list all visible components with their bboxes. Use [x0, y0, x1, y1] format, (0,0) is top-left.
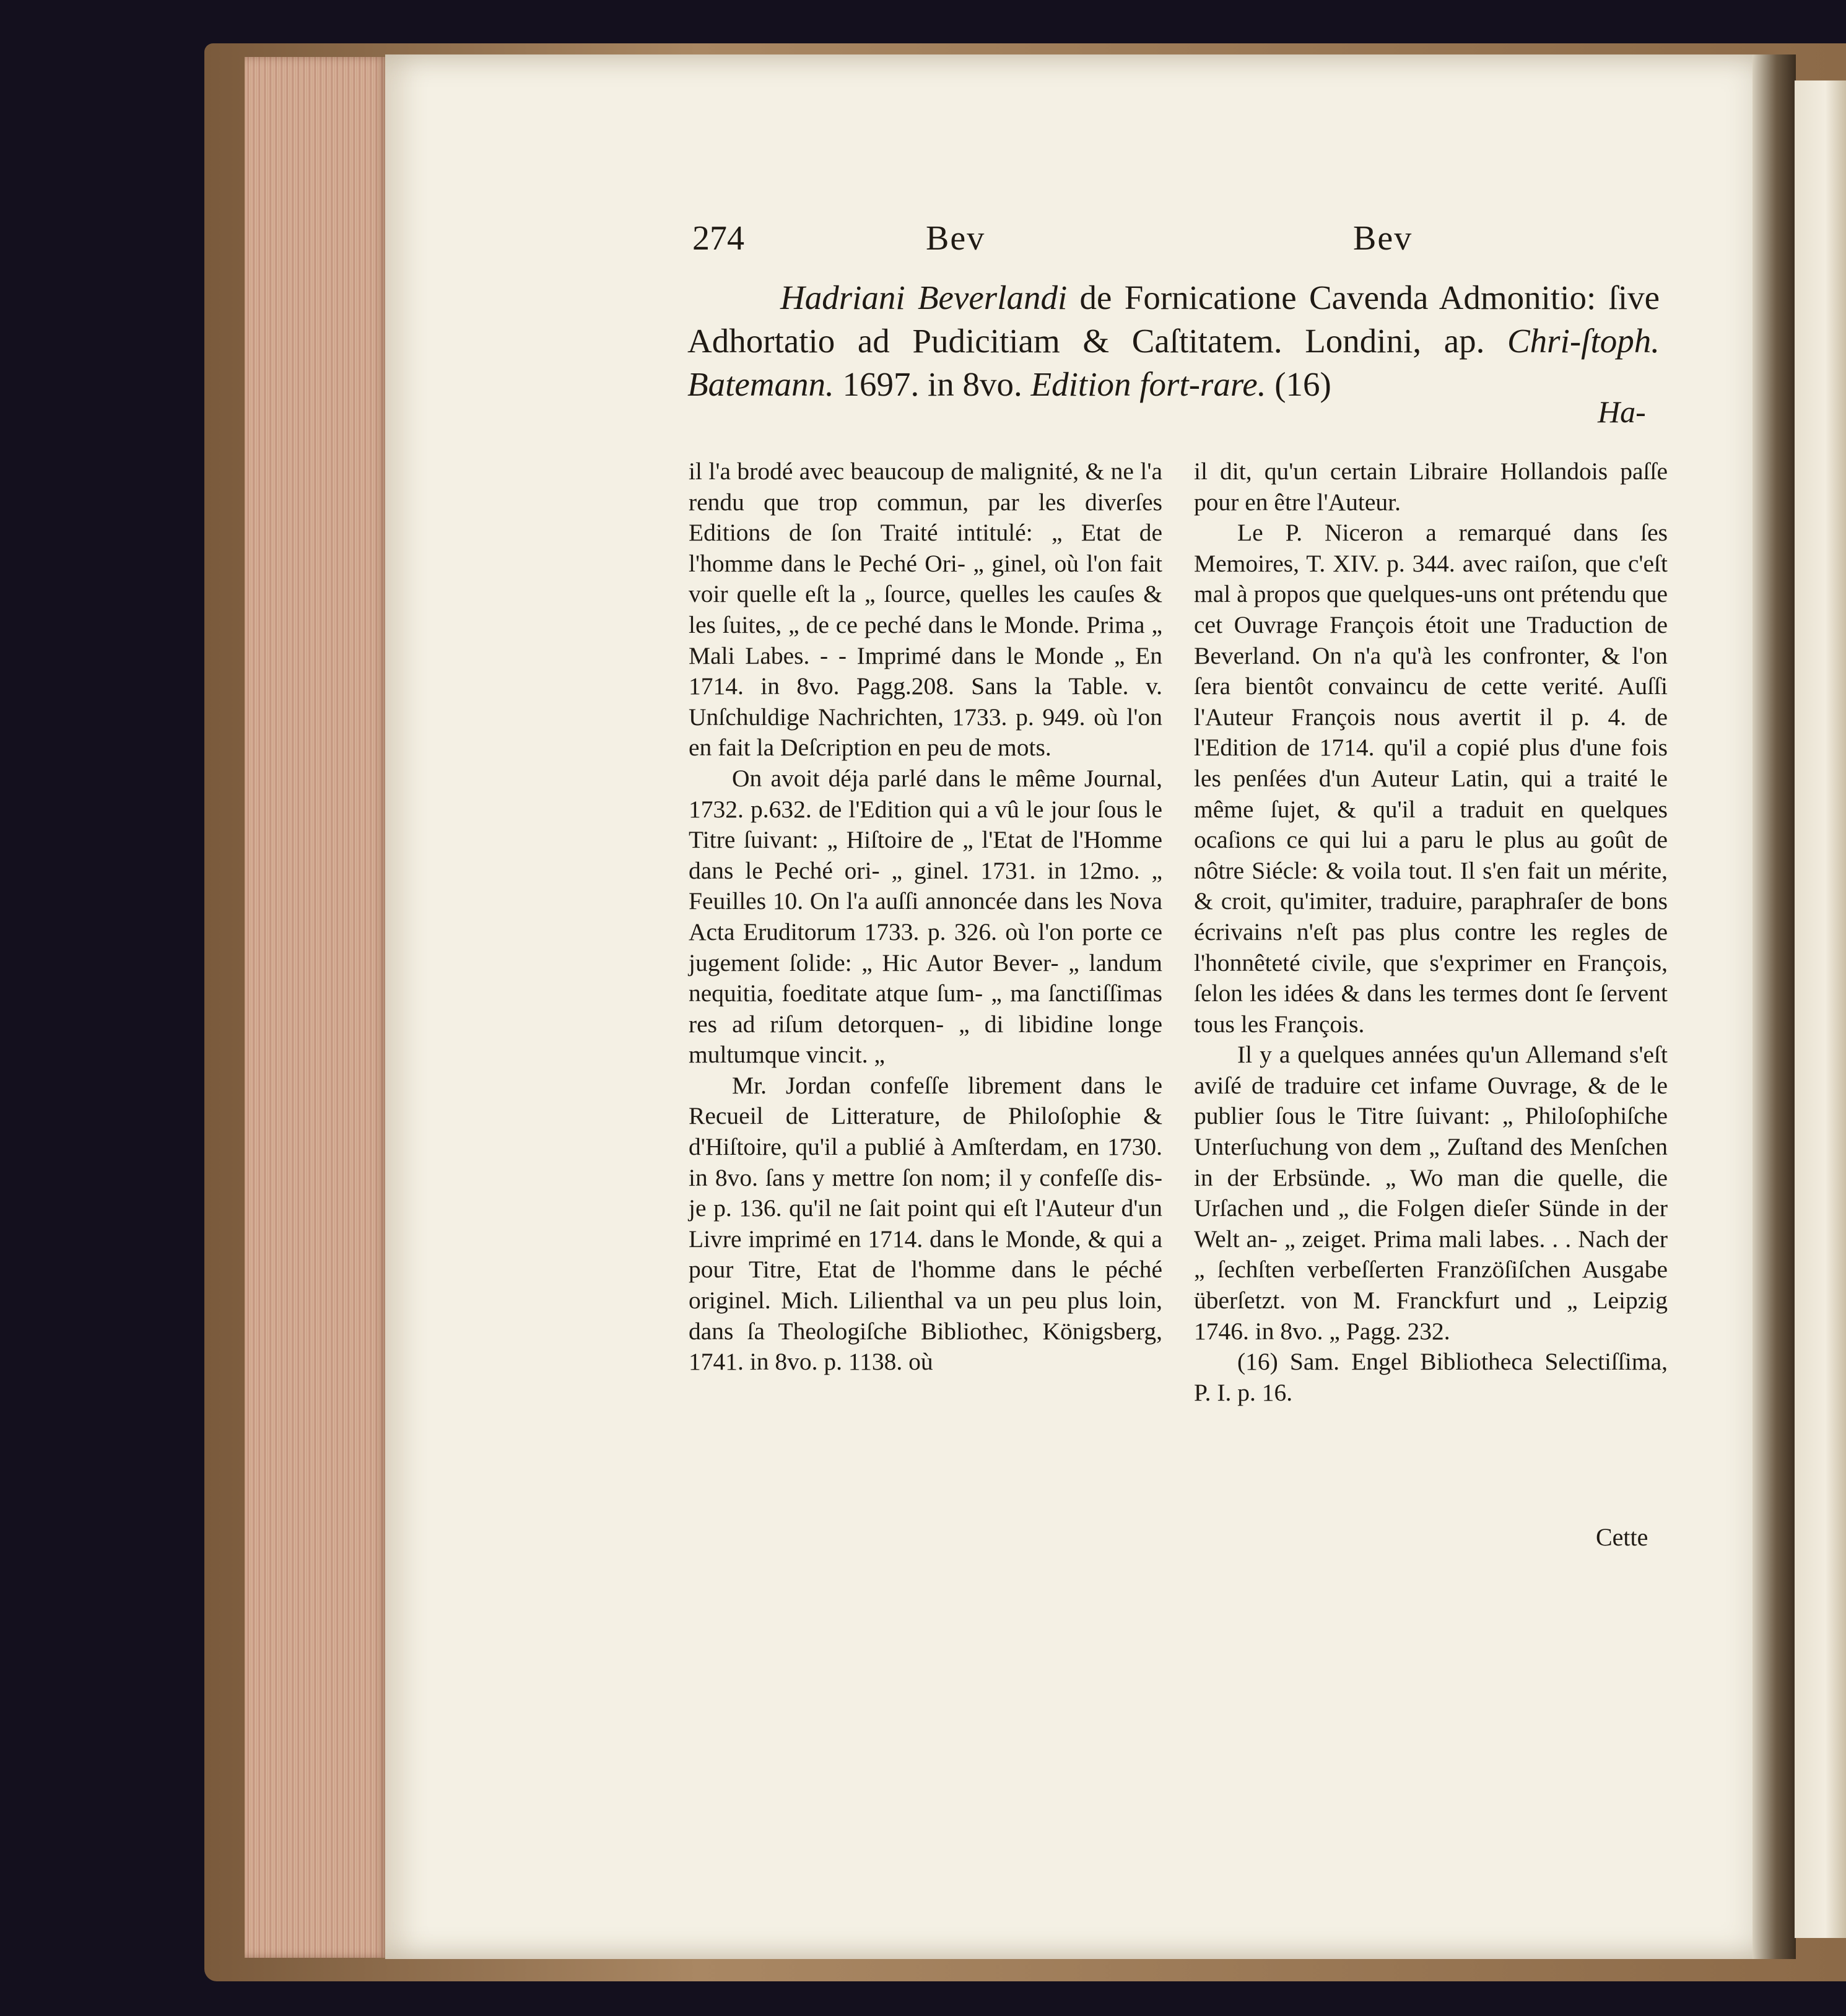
left-paragraph-2: On avoit déja parlé dans le même Journal, 1732. p.632. de l'Edition qui a vû le jour ſous le Titre ſuivant: „ Hiſtoire de „ l'Etat de l'Homme dans le Peché ori- „ ginel. 1731. in 12mo. „ Feuilles 10. On l'a auſſi annoncée dans les Nova Acta Eruditorum 1733. p. 326. où l'on porte ce jugement ſolide: „ Hic Autor Bever- „ landum nequitia, foeditate atque ſum- „ ma ſanctiſſimas res ad riſum detorquen- „ di libidine longe multumque vincit. „ [689, 764, 1162, 1069]
page-catchword: Cette [1596, 1523, 1648, 1551]
edition-note: Edition fort-rare. [1030, 365, 1266, 403]
footnote: (16) Sam. Engel Bibliotheca Selectiſſima, P. I. p. 16. [1194, 1348, 1668, 1406]
running-head-right: Bev [1353, 219, 1413, 258]
title-entry [687, 276, 1660, 406]
right-paragraph-1: il dit, qu'un certain Libraire Hollandois paſſe pour en être l'Auteur. [1194, 458, 1668, 516]
printer-name: Chri-ſtoph. Batemann. [687, 322, 1660, 403]
book-gutter [1752, 54, 1796, 1959]
left-paragraph-3: Mr. Jordan confeſſe librement dans le Recueil de Litterature, de Philoſophie & d'Hiſtoire, qu'il a publié à Amſterdam, en 1730. in 8vo. ſans y mettre ſon nom; il y confeſſe dis-je p. 136. qu'il ne ſait point qui eſt l'Auteur d'un Livre imprimé en 1714. dans le Monde, & qui a pour Titre, Etat de l'homme dans le péché originel. Mich. Lilienthal va un peu plus loin, dans ſa Theologiſche Bibliothec, Königsberg, 1741. in 8vo. p. 1138. où [689, 1071, 1162, 1376]
running-head-left: Bev [926, 219, 986, 258]
title-catchword: Ha- [1598, 394, 1646, 429]
facing-page-edge [1795, 80, 1846, 1938]
right-column [1194, 456, 1668, 1408]
left-paragraph-1: il l'a brodé avec beaucoup de malignité, & ne l'a rendu que trop commun, par les diverſes Editions de ſon Traité intitulé: „ Etat de l'homme dans le Peché Ori- „ ginel, où l'on fait voir quelle eſt la „ ſource, quelles les cauſes & les ſuites, „ de ce peché dans le Monde. Prima „ Mali Labes. - - Imprimé dans le Monde „ En 1714. in 8vo. Pagg.208. Sans la Table. v. Unſchuldige Nachrichten, 1733. p. 949. où l'on en fait la Deſcription en peu de mots. [689, 458, 1162, 762]
page-number: 274 [692, 219, 744, 258]
right-paragraph-3: Il y a quelques années qu'un Allemand s'eſt aviſé de traduire cet infame Ouvrage, & de le publier ſous le Titre ſuivant: „ Philoſophiſche Unterſuchung von dem „ Zuſtand des Menſchen in der Erbsünde. „ Wo man die quelle, die Urſachen und „ die Folgen dieſer Sünde in der Welt an- „ zeiget. Prima mali labes. . . Nach der „ ſechſten verbeſſerten Franzöſiſchen Ausgabe überſetzt. von M. Franckfurt und „ Leipzig 1746. in 8vo. „ Pagg. 232. [1194, 1041, 1668, 1345]
right-paragraph-2: Le P. Niceron a remarqué dans ſes Memoires, T. XIV. p. 344. avec raiſon, que c'eſt mal à propos que quelques-uns ont prétendu que cet Ouvrage François étoit une Traduction de Beverland. On n'a qu'à les confronter, & l'on ſera bientôt convaincu de cette verité. Auſſi l'Auteur François nous avertit il p. 4. de l'Edition de 1714. qu'il a copié plus d'une fois les penſées d'un Auteur Latin, qui a traité le même ſujet, & qu'il a traduit en quelques ocaſions ce qui lui a paru le plus au goût de nôtre Siécle: & voila tout. Il s'en fait un mérite, & croit, qu'imiter, traduire, paraphraſer de bons écrivains n'eſt pas plus contre les regles de l'honnêteté civile, que s'exprimer en François, ſelon les idées & dans les termes dont ſe ſervent tous les François. [1194, 519, 1668, 1038]
left-column [689, 456, 1162, 1378]
footnote-ref: (16) [1266, 365, 1331, 403]
page-edges [245, 57, 387, 1958]
title-imprint: 1697. in 8vo. [834, 365, 1031, 403]
author-name: Hadriani Beverlandi [780, 279, 1068, 316]
title-text: de Fornicatione Cavenda Admonitio: ſive Adhortatio ad Pudicitiam & Caſtitatem. Londini, ap. [687, 279, 1660, 360]
